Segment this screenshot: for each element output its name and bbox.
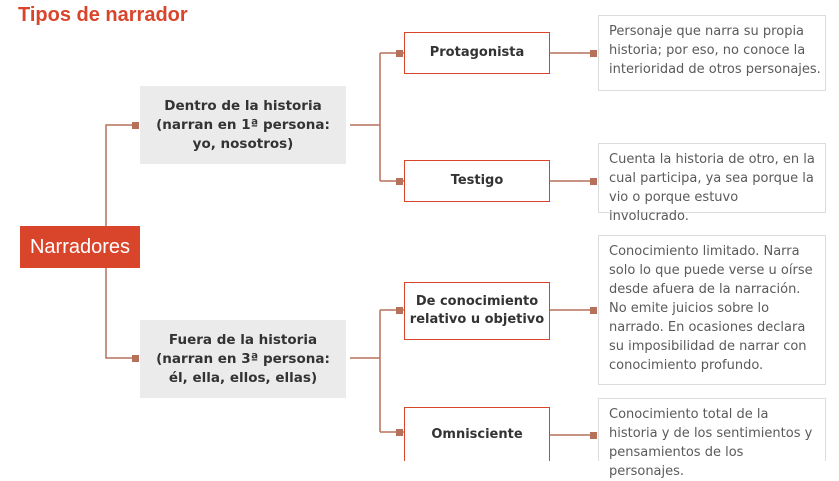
- type-omnisciente: [404, 407, 550, 461]
- category-line: Fuera de la historia: [168, 331, 318, 348]
- connector-node: [396, 429, 403, 436]
- connector-node: [590, 178, 597, 185]
- connector-node: [396, 50, 403, 57]
- description-protagonista: Personaje que narra su propia historia; por eso, no conoce la interioridad de otros personajes.: [598, 15, 826, 91]
- type-testigo: [404, 160, 550, 202]
- type-label: Testigo: [450, 173, 504, 188]
- diagram-title: Tipos de narrador: [18, 4, 188, 26]
- description-relativo-objetivo: Conocimiento limitado. Narra solo lo que puede verse u oírse desde afuera de la narración. No emite juicios sobre lo narrado. En ocasiones declara su imposibilidad de narrar con conocimiento profundo.: [598, 235, 826, 385]
- connector-node: [396, 178, 403, 185]
- connector-root-outside: [106, 268, 134, 358]
- description-testigo: Cuenta la historia de otro, en la cual participa, ya sea porque la vio o porque estuvo involucrado.: [598, 143, 826, 213]
- category-line: (narran en 3ª persona:: [156, 350, 330, 367]
- type-label: De conocimiento: [415, 294, 539, 309]
- connector-node: [132, 355, 139, 362]
- category-outside-story: [140, 320, 346, 398]
- connector-root-inside: [106, 125, 134, 226]
- category-line: Dentro de la historia: [164, 97, 322, 114]
- connector-node: [396, 307, 403, 314]
- type-label: Protagonista: [429, 45, 525, 60]
- root-node-narradores: Narradores: [20, 226, 140, 268]
- category-line: (narran en 1ª persona:: [156, 116, 330, 133]
- connector-node: [590, 432, 597, 439]
- description-omnisciente: Conocimiento total de la historia y de los sentimientos y pensamientos de los personajes.: [598, 398, 826, 461]
- type-relativo-objetivo: [404, 282, 550, 340]
- category-line: él, ella, ellos, ellas): [168, 369, 318, 386]
- type-protagonista: [404, 32, 550, 74]
- category-line: yo, nosotros): [192, 135, 294, 152]
- category-inside-story: [140, 86, 346, 164]
- connector-node: [132, 122, 139, 129]
- connector-node: [590, 50, 597, 57]
- connector-node: [590, 307, 597, 314]
- type-label: Omnisciente: [431, 426, 523, 442]
- type-label: relativo u objetivo: [409, 312, 545, 327]
